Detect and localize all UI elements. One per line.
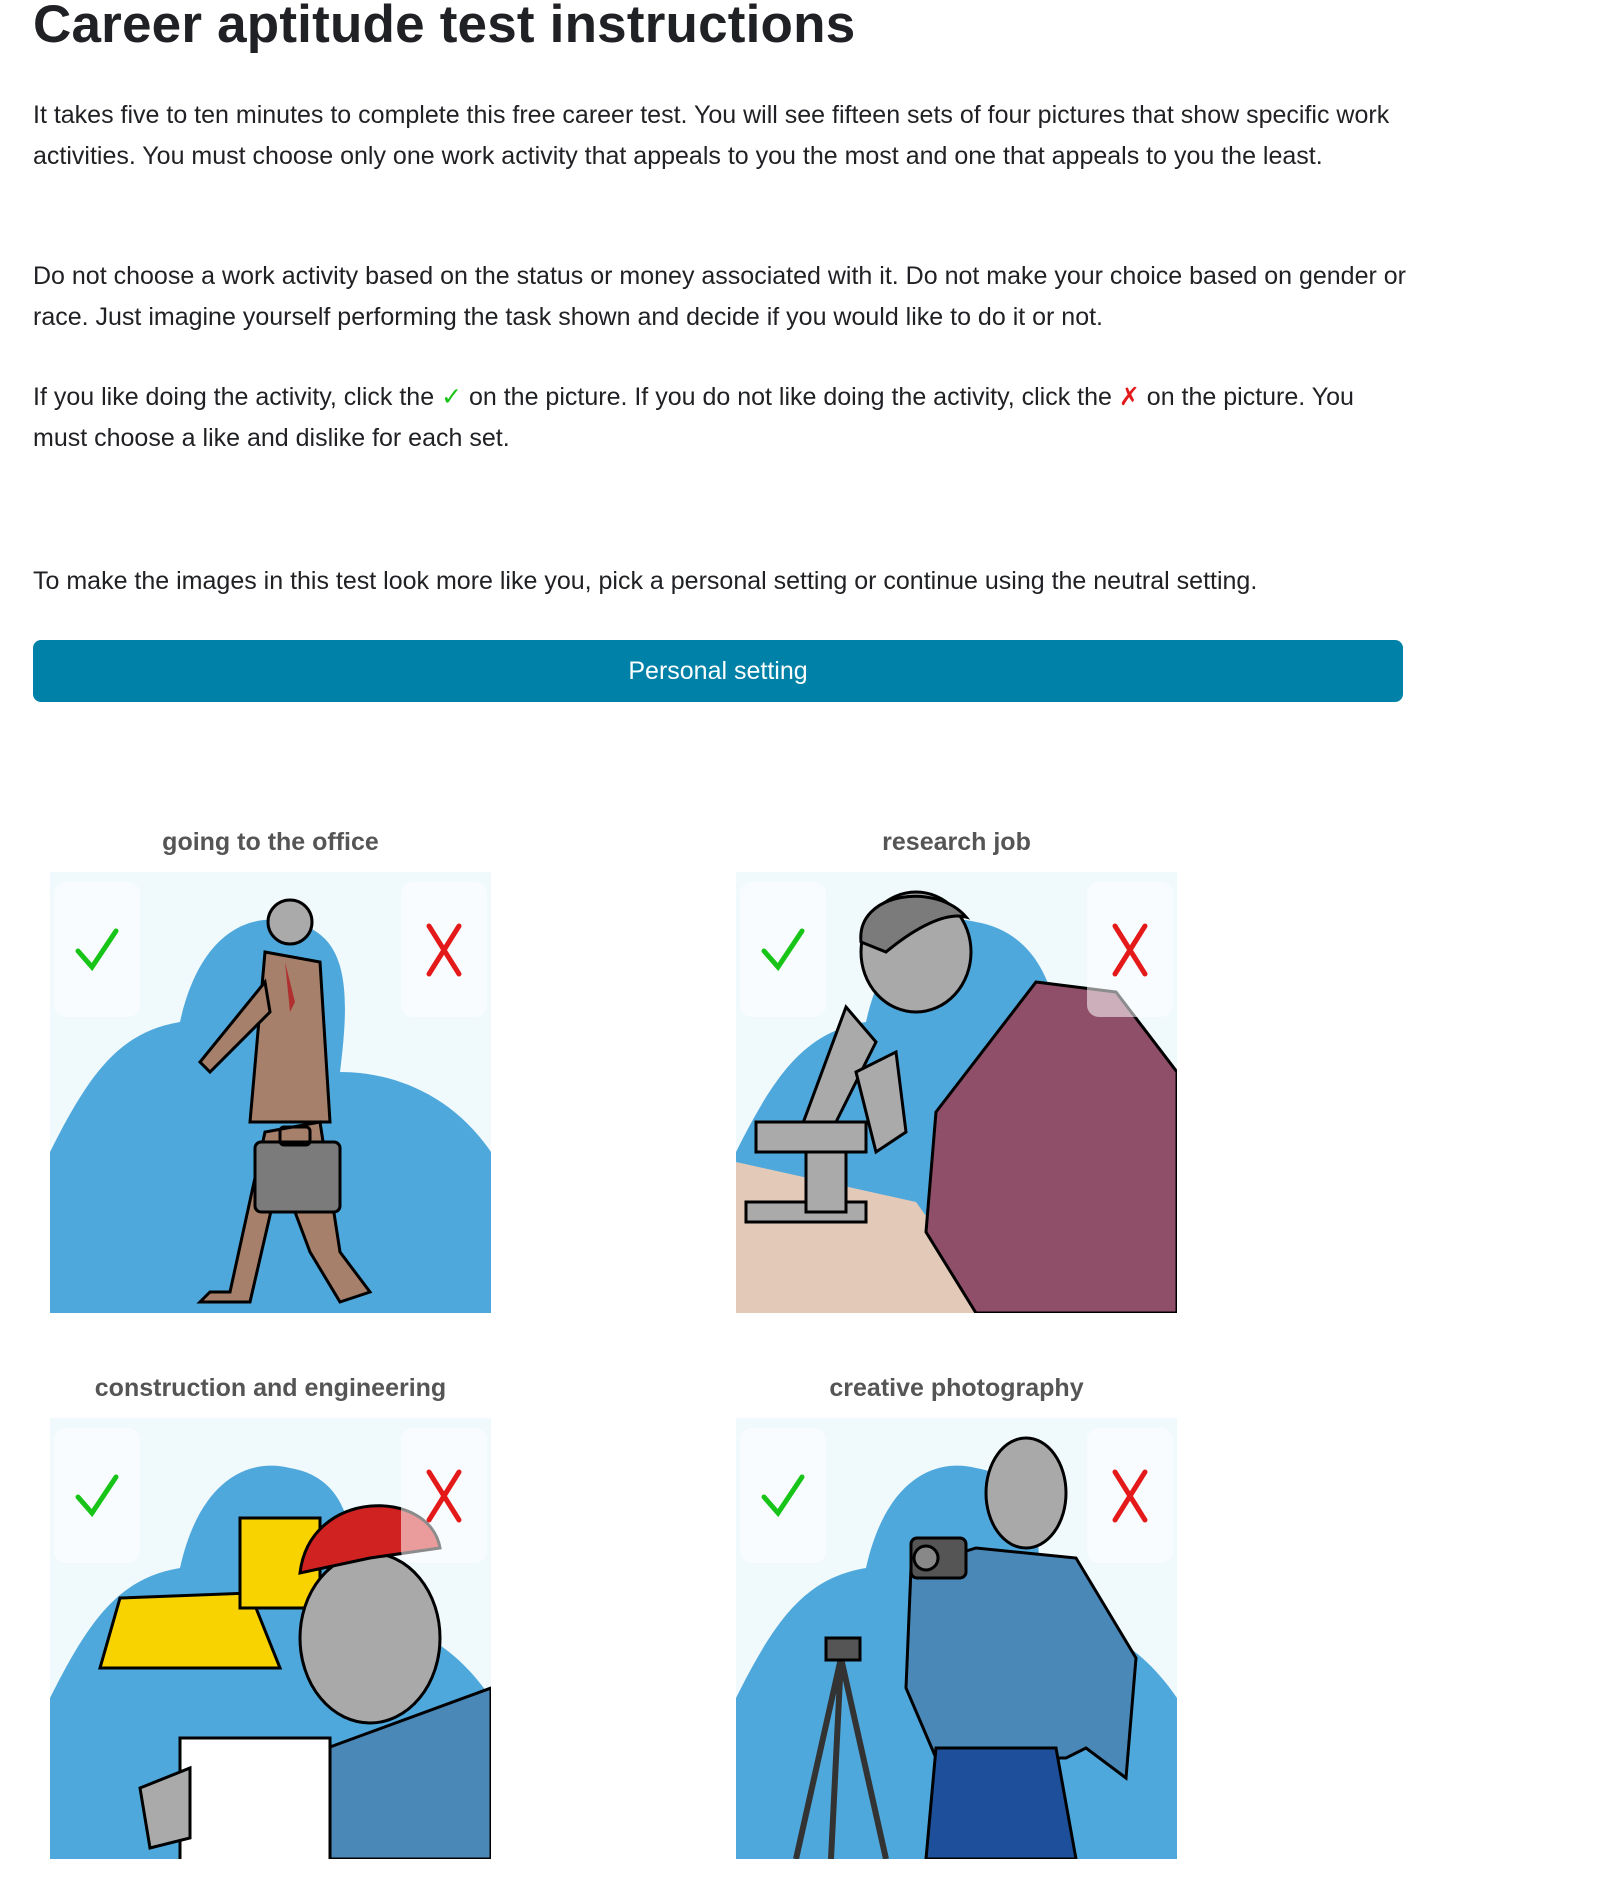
activity-label: going to the office bbox=[162, 828, 379, 856]
like-button[interactable] bbox=[740, 1428, 826, 1563]
dislike-button[interactable] bbox=[1087, 882, 1173, 1017]
instructions-paragraph-4: To make the images in this test look more like you, pick a personal setting or continue using the neutral setting. bbox=[33, 567, 1258, 595]
like-button[interactable] bbox=[740, 882, 826, 1017]
cross-icon bbox=[1105, 920, 1155, 980]
activity-card-office bbox=[50, 812, 491, 1313]
activity-card-photography bbox=[736, 1358, 1177, 1859]
activity-card-construction bbox=[50, 1358, 491, 1859]
personal-setting-button[interactable]: Personal setting bbox=[33, 640, 1403, 702]
activity-label: creative photography bbox=[829, 1374, 1084, 1402]
instructions-paragraph-1: It takes five to ten minutes to complete this free career test. You will see fifteen sets of four pictures that show specific work activities. You must choose only one work activity that appeals to you the most and one that appeals to you the least. bbox=[33, 101, 1390, 170]
checkmark-icon bbox=[72, 1471, 122, 1521]
checkmark-icon: ✓ bbox=[441, 383, 463, 411]
like-button[interactable] bbox=[54, 882, 140, 1017]
cross-icon bbox=[1105, 1466, 1155, 1526]
activity-picture bbox=[736, 1418, 1177, 1859]
activity-label: research job bbox=[882, 828, 1031, 856]
page-title: Career aptitude test instructions bbox=[33, 0, 856, 54]
checkmark-icon bbox=[758, 1471, 808, 1521]
dislike-button[interactable] bbox=[1087, 1428, 1173, 1563]
activity-picture bbox=[50, 872, 491, 1313]
instructions-text-c: on the picture. You must choose a like and dislike for each set. bbox=[33, 383, 1354, 452]
dislike-button[interactable] bbox=[401, 1428, 487, 1563]
instructions-text-b: on the picture. If you do not like doing the activity, click the bbox=[468, 383, 1112, 411]
instructions-paragraph-3 bbox=[33, 377, 1413, 459]
activity-picture bbox=[50, 1418, 491, 1859]
cross-icon bbox=[419, 1466, 469, 1526]
instructions-text-a: If you like doing the activity, click the bbox=[33, 383, 435, 411]
cross-icon: ✗ bbox=[1118, 383, 1140, 411]
activity-picture bbox=[736, 872, 1177, 1313]
activity-card-research bbox=[736, 812, 1177, 1313]
activity-label: construction and engineering bbox=[94, 1374, 447, 1402]
dislike-button[interactable] bbox=[401, 882, 487, 1017]
cross-icon bbox=[419, 920, 469, 980]
instructions-paragraph-2: Do not choose a work activity based on the status or money associated with it. Do not make your choice based on gender or race. Just imagine yourself performing the task shown and decide if you would like to do it or not. bbox=[33, 262, 1406, 331]
checkmark-icon bbox=[72, 925, 122, 975]
like-button[interactable] bbox=[54, 1428, 140, 1563]
checkmark-icon bbox=[758, 925, 808, 975]
